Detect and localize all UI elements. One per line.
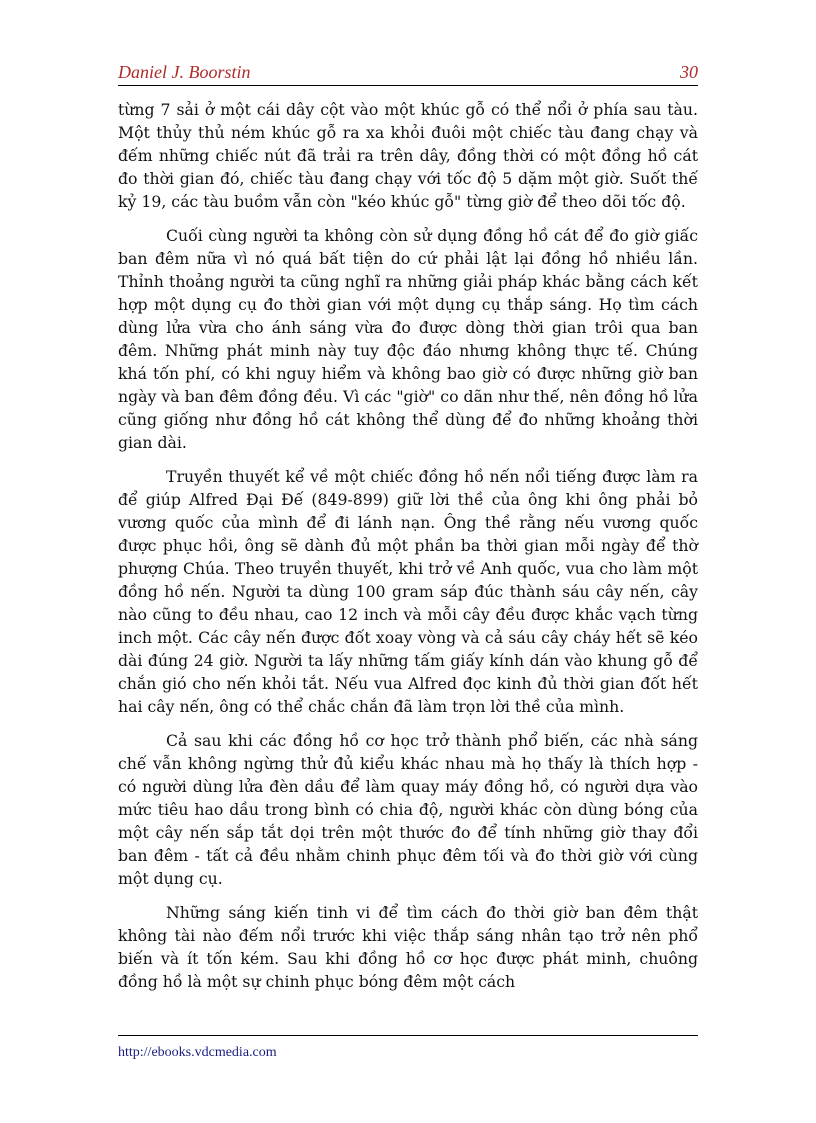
header-rule: [118, 85, 698, 86]
paragraph-4: Cả sau khi các đồng hồ cơ học trở thành phổ biến, các nhà sáng chế vẫn không ngừng thử đủ kiểu khác nhau mà họ thấy là thích hợp - có người dùng lửa đèn dầu để làm quay máy đồng hồ, có người dựa vào mức tiêu hao dầu trong bình có chia độ, người khác còn dùng bóng của một cây nến sắp tắt dọi trên một thước đo để tính những giờ thay đổi ban đêm - tất cả đều nhằm chinh phục đêm tối và đo thời giờ với cùng một dụng cụ.: [118, 731, 698, 888]
paragraph-2: Cuối cùng người ta không còn sử dụng đồng hồ cát để đo giờ giấc ban đêm nữa vì nó quá bất tiện do cứ phải lật lại đồng hồ nhiều lần. Thỉnh thoảng người ta cũng nghĩ ra những giải pháp khác bằng cách kết hợp một dụng cụ đo thời gian với một dụng cụ thắp sáng. Họ tìm cách dùng lửa vừa cho ánh sáng vừa đo được dòng thời gian trôi qua ban đêm. Những phát minh này tuy độc đáo nhưng không thực tế. Chúng khá tốn phí, có khi nguy hiểm và không bao giờ có được những giờ ban ngày và ban đêm đồng đều. Vì các "giờ" co dãn như thế, nên đồng hồ lửa cũng giống như đồng hồ cát không thể dùng để đo những khoảng thời gian dài.: [118, 226, 698, 452]
paragraph-3: Truyền thuyết kể về một chiếc đồng hồ nến nổi tiếng được làm ra để giúp Alfred Đại Đế (849-899) giữ lời thề của ông khi ông phải bỏ vương quốc của mình để đi lánh nạn. Ông thề rằng nếu vương quốc được phục hồi, ông sẽ dành đủ một phần ba thời gian mỗi ngày để thờ phượng Chúa. Theo truyền thuyết, khi trở về Anh quốc, vua cho làm một đồng hồ nến. Người ta dùng 100 gram sáp đúc thành sáu cây nến, cây nào cũng to đều nhau, cao 12 inch và mỗi cây đều được khắc vạch từng inch một. Các cây nến được đốt xoay vòng và cả sáu cây cháy hết sẽ kéo dài đúng 24 giờ. Người ta lấy những tấm giấy kính dán vào khung gỗ để chắn gió cho nến khỏi tắt. Nếu vua Alfred đọc kinh đủ thời gian đốt hết hai cây nến, ông có thể chắc chắn đã làm trọn lời thề của mình.: [118, 467, 698, 716]
footer-rule: [118, 1035, 698, 1036]
paragraph-5: Những sáng kiến tinh vi để tìm cách đo thời giờ ban đêm thật không tài nào đếm nổi trước khi việc thắp sáng nhân tạo trở nên phổ biến và ít tốn kém. Sau khi đồng hồ cơ học được phát minh, chuông đồng hồ là một sự chinh phục bóng đêm một cách: [118, 903, 698, 991]
body-text: [118, 98, 698, 1004]
author-name: Daniel J. Boorstin: [118, 62, 251, 82]
paragraph-1: từng 7 sải ở một cái dây cột vào một khúc gỗ có thể nổi ở phía sau tàu. Một thủy thủ ném khúc gỗ ra xa khỏi đuôi một chiếc tàu đang chạy và đếm những chiếc nút đã trải ra trên dây, đồng thời có một đồng hồ cát đo thời gian đó, chiếc tàu đang chạy với tốc độ 5 dặm một giờ. Suốt thế kỷ 19, các tàu buồm vẫn còn "kéo khúc gỗ" từng giờ để theo dõi tốc độ.: [118, 100, 698, 211]
page-number: 30: [680, 62, 698, 82]
footer-link[interactable]: http://ebooks.vdcmedia.com: [118, 1045, 277, 1060]
page-header: [118, 61, 698, 83]
